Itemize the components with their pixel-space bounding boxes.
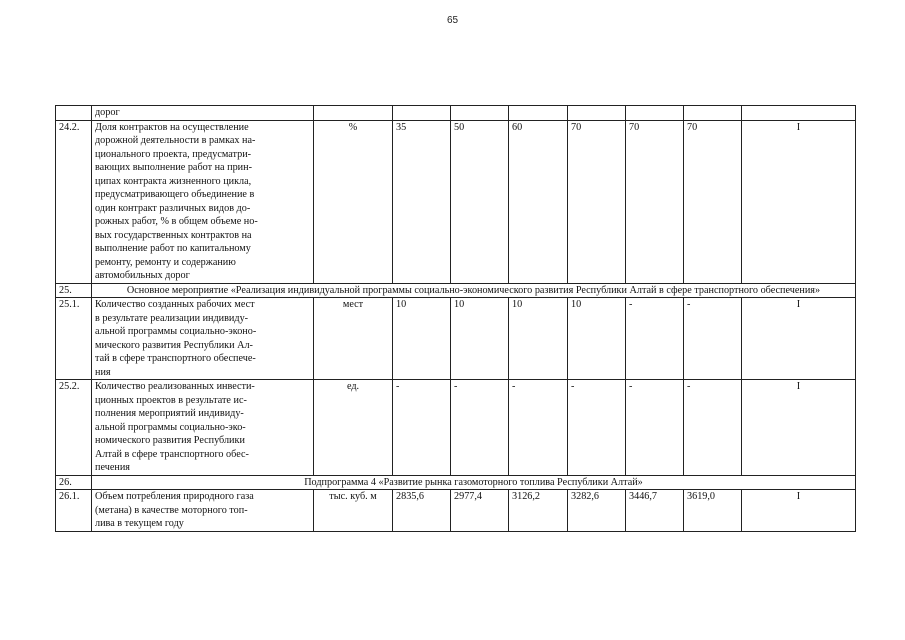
value-cell: -: [684, 298, 742, 380]
value-cell: -: [451, 380, 509, 476]
value-cell: 10: [568, 298, 626, 380]
indicator-name: Доля контрактов на осуществление дорожной деятельности в рамках на- ционального проекта, предусматри- вающих выполнение работ на прин- ципах контракта жизненного цикла, предусматривающего объединение в один контракт различных видов до- рожных работ, % в общем объеме но- вых государственных контрактов на выполнение работ по капитальному ремонту, ремонту и содержанию автомобильных дорог: [92, 120, 314, 283]
value-cell: 3126,2: [509, 490, 568, 532]
indicator-row: [56, 380, 856, 476]
value-cell: 3446,7: [626, 490, 684, 532]
source-cell: I: [742, 298, 856, 380]
value-cell: -: [568, 380, 626, 476]
row-number: 26.: [56, 475, 92, 490]
indicator-row: [56, 298, 856, 380]
value-cell: 50: [451, 120, 509, 283]
indicators-table: [55, 105, 856, 532]
value-cell: 2977,4: [451, 490, 509, 532]
value-cell: 35: [393, 120, 451, 283]
source-cell: I: [742, 120, 856, 283]
value-cell: 10: [509, 298, 568, 380]
continuation-row: [56, 106, 856, 121]
indicator-name: Объем потребления природного газа (метана) в качестве моторного топ- лива в текущем году: [92, 490, 314, 532]
value-cell: 70: [626, 120, 684, 283]
indicator-name: Количество реализованных инвести- ционных проектов в результате ис- полнения мероприятий индивиду- альной программы социально-эко- номического развития Республики Алтай в сфере транспортного обес- печения: [92, 380, 314, 476]
unit-cell: мест: [314, 298, 393, 380]
value-cell: -: [393, 380, 451, 476]
row-number: 25.2.: [56, 380, 92, 476]
value-cell: -: [509, 380, 568, 476]
value-cell: 70: [684, 120, 742, 283]
value-cell: 10: [451, 298, 509, 380]
value-cell: 3619,0: [684, 490, 742, 532]
value-cell: 2835,6: [393, 490, 451, 532]
source-cell: I: [742, 490, 856, 532]
section-row: [56, 283, 856, 298]
indicator-name: дорог: [92, 106, 314, 121]
section-title: Основное мероприятие «Реализация индивидуальной программы социально-экономического развития Республики Алтай в сфере транспортного обеспечения»: [92, 283, 856, 298]
indicator-name: Количество созданных рабочих мест в результате реализации индивиду- альной программы социально-эконо- мического развития Республики Ал- тай в сфере транспортного обеспече- ния: [92, 298, 314, 380]
value-cell: 60: [509, 120, 568, 283]
section-row: [56, 475, 856, 490]
value-cell: -: [626, 298, 684, 380]
page-number: 65: [446, 15, 459, 26]
value-cell: 3282,6: [568, 490, 626, 532]
unit-cell: %: [314, 120, 393, 283]
unit-cell: ед.: [314, 380, 393, 476]
row-number: 25.: [56, 283, 92, 298]
value-cell: 70: [568, 120, 626, 283]
value-cell: -: [626, 380, 684, 476]
unit-cell: тыс. куб. м: [314, 490, 393, 532]
section-title: Подпрограмма 4 «Развитие рынка газомоторного топлива Республики Алтай»: [92, 475, 856, 490]
indicator-row: [56, 120, 856, 283]
row-number: 25.1.: [56, 298, 92, 380]
indicator-row: [56, 490, 856, 532]
source-cell: I: [742, 380, 856, 476]
value-cell: -: [684, 380, 742, 476]
row-number: 26.1.: [56, 490, 92, 532]
value-cell: 10: [393, 298, 451, 380]
row-number: [56, 106, 92, 121]
row-number: 24.2.: [56, 120, 92, 283]
